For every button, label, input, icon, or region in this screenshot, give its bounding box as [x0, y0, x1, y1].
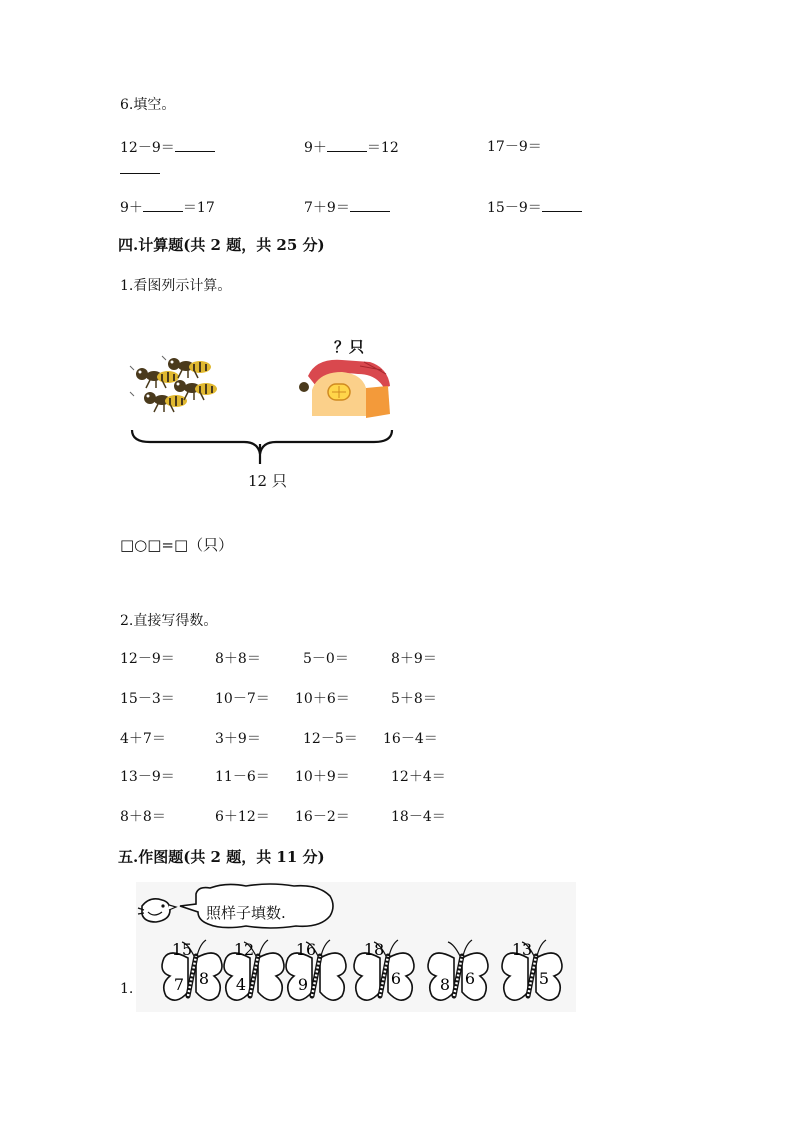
oral-problem[interactable]: 8＋8＝	[120, 809, 166, 825]
butterfly-panel	[136, 882, 576, 1012]
answer-blank[interactable]	[327, 138, 367, 152]
butterfly-number[interactable]: 6	[390, 969, 402, 988]
oral-problem[interactable]: 16－2＝	[295, 809, 350, 825]
butterfly-number[interactable]: 13	[511, 940, 533, 959]
butterfly-number[interactable]: 8	[439, 975, 451, 994]
item-text: ＝12	[366, 140, 399, 156]
oral-problem[interactable]: 12＋4＝	[391, 769, 446, 785]
item-text: 7＋9＝	[304, 200, 350, 216]
butterfly-number[interactable]: 7	[173, 975, 185, 994]
fill-blank-item[interactable]	[120, 138, 215, 157]
fill-blank-title: 6.填空。	[120, 97, 176, 113]
item-text: 17－9＝	[487, 139, 542, 155]
butterfly-number[interactable]: 18	[363, 940, 385, 959]
oral-problem[interactable]: 5－0＝	[303, 651, 349, 667]
oral-problem[interactable]: 3＋9＝	[215, 731, 261, 747]
butterfly-number[interactable]: 6	[464, 969, 476, 988]
butterfly-number[interactable]: 15	[171, 940, 193, 959]
answer-blank[interactable]	[143, 198, 183, 212]
answer-blank[interactable]	[120, 160, 160, 174]
oral-problem[interactable]: 16－4＝	[383, 731, 438, 747]
answer-blank[interactable]	[542, 198, 582, 212]
item-text: 12－9＝	[120, 140, 175, 156]
item-text: 15－9＝	[487, 200, 542, 216]
butterfly-number[interactable]: 16	[295, 940, 317, 959]
oral-problem[interactable]: 6＋12＝	[215, 809, 270, 825]
oral-problem[interactable]: 10－7＝	[215, 691, 270, 707]
butterfly-number[interactable]: 4	[235, 975, 247, 994]
fill-blank-item[interactable]	[487, 198, 582, 217]
oral-problem[interactable]: 5＋8＝	[391, 691, 437, 707]
butterfly-number[interactable]: 5	[538, 969, 550, 988]
question-title: 1.看图列示计算。	[120, 278, 232, 294]
fill-blank-item[interactable]	[304, 138, 399, 157]
answer-blank[interactable]	[175, 138, 215, 152]
oral-problem[interactable]: 10＋9＝	[295, 769, 350, 785]
total-label: 12 只	[248, 472, 287, 490]
oral-problem[interactable]: 10＋6＝	[295, 691, 350, 707]
oral-problem[interactable]: 8＋8＝	[215, 651, 261, 667]
ants-icon	[130, 356, 217, 412]
item-text: 9＋	[120, 200, 143, 216]
house-icon	[299, 360, 390, 418]
oral-problem[interactable]: 11－6＝	[215, 769, 270, 785]
question-title: 2.直接写得数。	[120, 613, 218, 629]
formula-blank[interactable]: □○□=□（只）	[120, 536, 234, 554]
oral-problem[interactable]: 18－4＝	[391, 809, 446, 825]
section-heading: 四.计算题(共 2 题，共 25 分)	[118, 236, 325, 254]
section-heading: 五.作图题(共 2 题，共 11 分)	[118, 848, 325, 866]
item-text: ＝17	[182, 200, 215, 216]
fill-blank-item[interactable]	[304, 198, 390, 217]
butterfly-number[interactable]: 9	[297, 975, 309, 994]
answer-blank[interactable]	[350, 198, 390, 212]
butterfly-number[interactable]: 8	[198, 969, 210, 988]
oral-problem[interactable]: 15－3＝	[120, 691, 175, 707]
oral-problem[interactable]: 8＋9＝	[391, 651, 437, 667]
butterfly-number[interactable]: 12	[233, 940, 255, 959]
speech-bubble-text: 照样子填数.	[206, 904, 286, 922]
fill-blank-item[interactable]	[487, 138, 542, 156]
question-number: 1.	[120, 981, 134, 997]
oral-problem[interactable]: 4＋7＝	[120, 731, 166, 747]
fill-blank-item[interactable]	[120, 198, 215, 217]
oral-problem[interactable]: 13－9＝	[120, 769, 175, 785]
question-mark-label: ？只	[334, 338, 365, 356]
oral-problem[interactable]: 12－5＝	[303, 731, 358, 747]
fill-blank-item[interactable]	[120, 160, 160, 179]
oral-problem[interactable]: 12－9＝	[120, 651, 175, 667]
brace-icon	[132, 430, 392, 454]
item-text: 9＋	[304, 140, 327, 156]
